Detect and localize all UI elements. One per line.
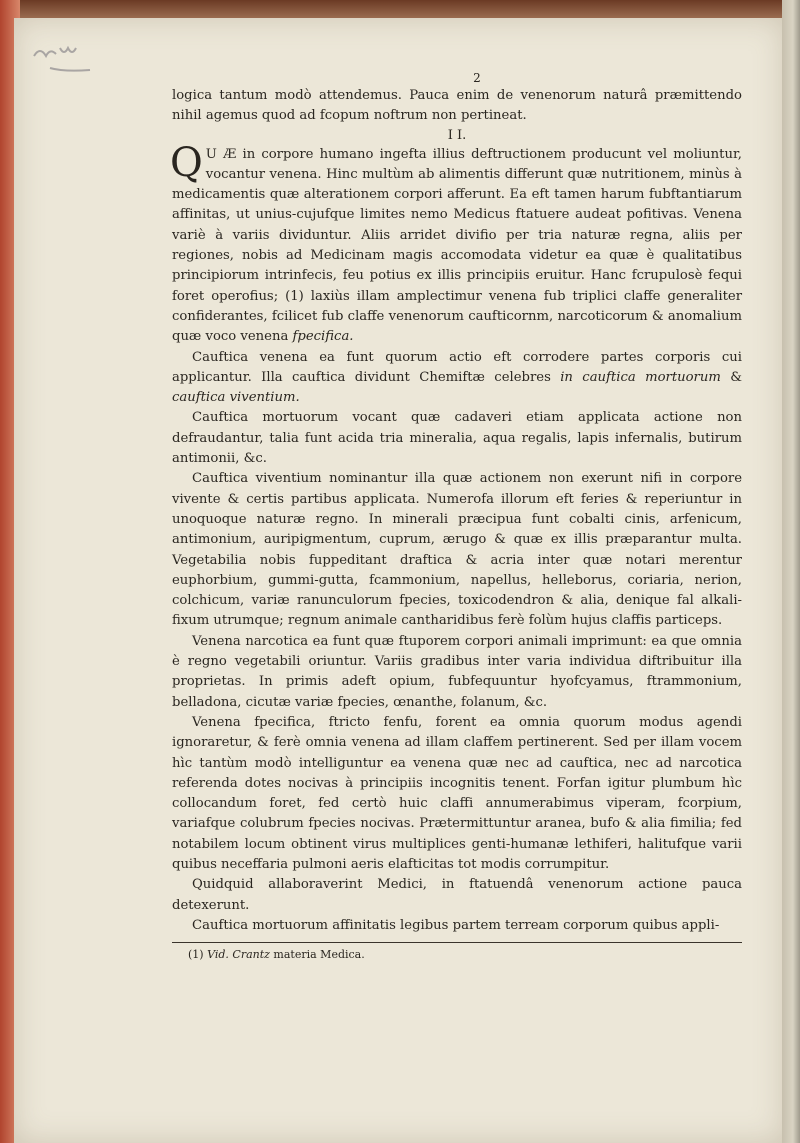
paragraph-2-mid: & xyxy=(720,369,742,385)
page-stack-edge xyxy=(782,0,800,1143)
paragraph-1 xyxy=(170,139,742,348)
paragraph-8: Cauftica mortuorum affinitatis legibus partem terream corporum quibus appli- xyxy=(192,917,720,933)
paragraph-1-italic: fpecifica. xyxy=(292,329,354,345)
paragraph-2-italic-a: in cauftica mortuorum xyxy=(560,369,721,385)
paragraph-3: Cauftica mortuorum vocant quæ cadaveri etiam applicata actione non defraudantur, talia funt acida tria mineralia, aqua regalis, lapis infernalis, butirum antimonii, &c. xyxy=(172,410,742,467)
drop-cap: Q xyxy=(170,139,203,186)
paragraph-1-text: U Æ in corpore humano ingefta illius deftructionem producunt vel moliuntur, vocantur venena. Hinc multùm ab alimentis differunt quæ nutritionem, minùs à medicamentis quæ alterationem corpori afferunt. Ea eft tamen harum fubftantiarum affinitas, ut unius-cujufque limites nemo Medicus ftatuere audeat pofitivas. Venena variè à variis dividuntur. Aliis arridet divifio per tria naturæ regna, aliis per regiones, nobis ad Medicinam magis accomodata videtur ea quæ è qualitatibus principiorum intrinfecis, feu potius ex illis principiis eruitur. Hanc fcrupulosè fequi foret operofius; (1) laxiùs illam amplectimur venena fub triplici claffe generaliter confiderantes, fcilicet fub claffe venenorum caufticornm, narcoticorum & anomalium quæ voco venena xyxy=(172,146,742,345)
paragraph-2 xyxy=(172,348,742,409)
footnote-rule xyxy=(172,942,742,943)
paragraph-2-text: Cauftica venena ea funt quorum actio eft corrodere partes corporis cui applicantur. Illa cauftica dividunt Chemiftæ celebres xyxy=(172,349,742,385)
footnote-author: Vid. Crantz xyxy=(207,948,270,962)
paragraph-7: Quidquid allaboraverint Medici, in ftatuendâ venenorum actione pauca detexerunt. xyxy=(172,877,742,913)
section-number: I I. xyxy=(447,127,467,143)
page-number: 2 xyxy=(473,71,481,85)
paragraph-2-italic-b: cauftica viventium. xyxy=(172,390,300,406)
paragraph-intro: logica tantum modò attendemus. Pauca enim de venenorum naturâ præmittendo nihil agemus quod ad fcopum noftrum non pertineat. xyxy=(172,88,742,124)
page-text xyxy=(172,70,742,965)
ink-scribble xyxy=(30,38,100,78)
paragraph-4: Cauftica viventium nominantur illa quæ actionem non exerunt nifi in corpore vivente & certis partibus applicata. Numerofa illorum eft feries & reperiuntur in unoquoque naturæ regno. In minerali præcipua funt cobalti cinis, arfenicum, antimonium, auripigmentum, cuprum, ærugo & quæ ex illis præparantur multa. Vegetabilia nobis fuppeditant draftica & acria inter quæ notari merentur euphorbium, gummi-gutta, fcammonium, napellus, helleborus, coriaria, nerion, colchicum, variæ ranunculorum fpecies, toxicodendron & alia, denique fal alkali-fixum utrumque; regnum animale cantharidibus ferè folùm hujus claffis particeps. xyxy=(172,471,742,629)
footnote xyxy=(172,945,742,965)
footnote-text: materia Medica. xyxy=(269,948,365,962)
paragraph-6: Venena fpecifica, ftricto fenfu, forent ea omnia quorum modus agendi ignoraretur, & ferè omnia venena ad illam claffem pertinerent. Sed per illam vocem hìc tantùm modò intelliguntur ea venena quæ nec ad cauftica, nec ad narcotica referenda dotes nocivas à principiis incognitis tenent. Forfan igitur plumbum hìc collocandum foret, fed certò huic claffi annumerabimus viperam, fcorpium, variafque colubrum fpecies nocivas. Prætermittuntur aranea, bufo & alia fimilia; fed notabilem locum obtinent virus multiplices genti-humanæ lethiferi, halitufque varii quibus neceffaria pulmoni aeris elafticitas tot modis corrumpitur. xyxy=(172,714,742,872)
paragraph-5: Venena narcotica ea funt quæ ftuporem corpori animali imprimunt: ea que omnia è regno vegetabili oriuntur. Variis gradibus inter varia individua diftribuitur illa proprietas. In primis adeft opium, fubfequuntur hyofcyamus, ftrammonium, belladona, cicutæ variæ fpecies, œnanthe, folanum, &c. xyxy=(172,633,742,710)
footnote-marker: (1) xyxy=(188,948,204,962)
